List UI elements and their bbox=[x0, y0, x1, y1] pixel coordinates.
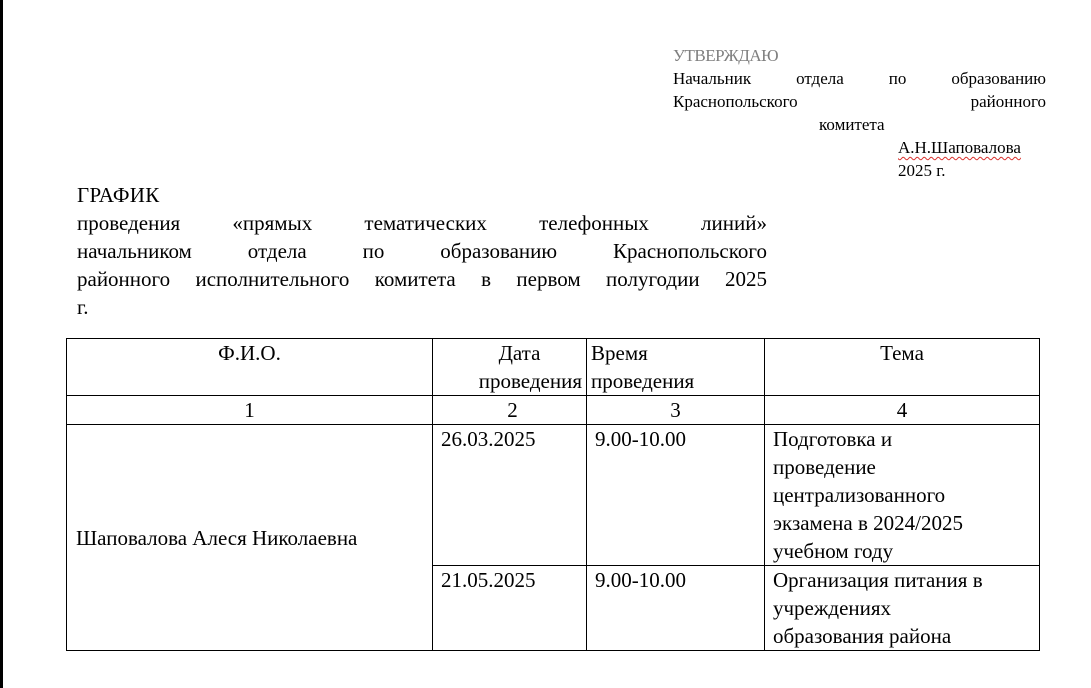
header-fio bbox=[67, 339, 433, 396]
heading-word: проведения bbox=[77, 211, 181, 235]
approval-word: Начальник bbox=[673, 69, 752, 88]
heading-word: телефонных bbox=[539, 211, 649, 235]
approval-word: районного bbox=[970, 92, 1046, 111]
heading-word: «прямых bbox=[232, 211, 313, 235]
heading-word: Краснопольского bbox=[613, 239, 767, 263]
approval-line-2 bbox=[673, 90, 1046, 113]
header-date-line-1: Дата bbox=[498, 341, 541, 365]
topic-line: Организация питания в bbox=[773, 568, 983, 592]
person-name: Шаповалова Алеся Николаевна bbox=[67, 425, 433, 651]
header-date-line-2: проведения bbox=[478, 369, 582, 393]
heading-word: полугодии bbox=[606, 267, 700, 291]
approval-word: Краснопольского bbox=[673, 92, 798, 111]
heading-word: исполнительного bbox=[195, 267, 350, 291]
header-fio-label: Ф.И.О. bbox=[218, 341, 281, 365]
header-date bbox=[433, 339, 587, 396]
approval-title: УТВЕРЖДАЮ bbox=[673, 46, 779, 65]
header-time-line-2: проведения bbox=[591, 369, 695, 393]
heading-word: образованию bbox=[440, 239, 558, 263]
heading-word: 2025 bbox=[724, 267, 767, 291]
heading-line-3 bbox=[77, 265, 767, 293]
row-topic bbox=[765, 425, 1040, 566]
schedule-heading bbox=[77, 181, 767, 321]
heading-word: тематических bbox=[364, 211, 487, 235]
heading-word: по bbox=[362, 239, 385, 263]
approval-line-3: комитета bbox=[819, 115, 885, 134]
header-time bbox=[587, 339, 765, 396]
row-time: 9.00-10.00 bbox=[587, 425, 765, 566]
header-topic-label: Тема bbox=[880, 341, 924, 365]
schedule-table bbox=[66, 338, 1040, 651]
heading-word: районного bbox=[77, 267, 171, 291]
header-topic bbox=[765, 339, 1040, 396]
topic-line: образования района bbox=[773, 624, 952, 648]
row-date: 21.05.2025 bbox=[433, 566, 587, 651]
approval-block bbox=[673, 44, 1046, 182]
approval-signature-line bbox=[673, 136, 1046, 159]
row-time: 9.00-10.00 bbox=[587, 566, 765, 651]
approval-word: по bbox=[888, 69, 907, 88]
row-topic bbox=[765, 566, 1040, 651]
approval-word: отдела bbox=[796, 69, 844, 88]
page-left-border bbox=[0, 0, 3, 688]
table-row bbox=[67, 425, 1040, 566]
topic-line: Подготовка и bbox=[773, 427, 893, 451]
column-number-row bbox=[67, 396, 1040, 425]
topic-line: экзамена в 2024/2025 bbox=[773, 511, 963, 535]
column-number-cell: 2 bbox=[433, 396, 587, 425]
heading-word: в bbox=[481, 267, 492, 291]
heading-word: линий» bbox=[701, 211, 767, 235]
heading-word: комитета bbox=[374, 267, 456, 291]
topic-line: учебном году bbox=[773, 539, 894, 563]
heading-word: первом bbox=[516, 267, 581, 291]
topic-line: централизованного bbox=[773, 483, 946, 507]
row-date: 26.03.2025 bbox=[433, 425, 587, 566]
approval-signature-name: А.Н.Шаповалова bbox=[898, 138, 1021, 157]
topic-line: учреждениях bbox=[773, 596, 892, 620]
topic-line: проведение bbox=[773, 455, 876, 479]
column-number-cell: 3 bbox=[587, 396, 765, 425]
heading-word: отдела bbox=[247, 239, 307, 263]
heading-line-4: г. bbox=[77, 295, 89, 319]
header-time-line-1: Время bbox=[591, 341, 648, 365]
heading-title: ГРАФИК bbox=[77, 183, 160, 207]
column-number-cell: 1 bbox=[67, 396, 433, 425]
heading-line-1 bbox=[77, 209, 767, 237]
table-header-row bbox=[67, 339, 1040, 396]
column-number-cell: 4 bbox=[765, 396, 1040, 425]
approval-year: 2025 г. bbox=[898, 161, 946, 180]
approval-line-1 bbox=[673, 67, 1046, 90]
approval-word: образованию bbox=[951, 69, 1046, 88]
heading-word: начальником bbox=[77, 239, 192, 263]
heading-line-2 bbox=[77, 237, 767, 265]
